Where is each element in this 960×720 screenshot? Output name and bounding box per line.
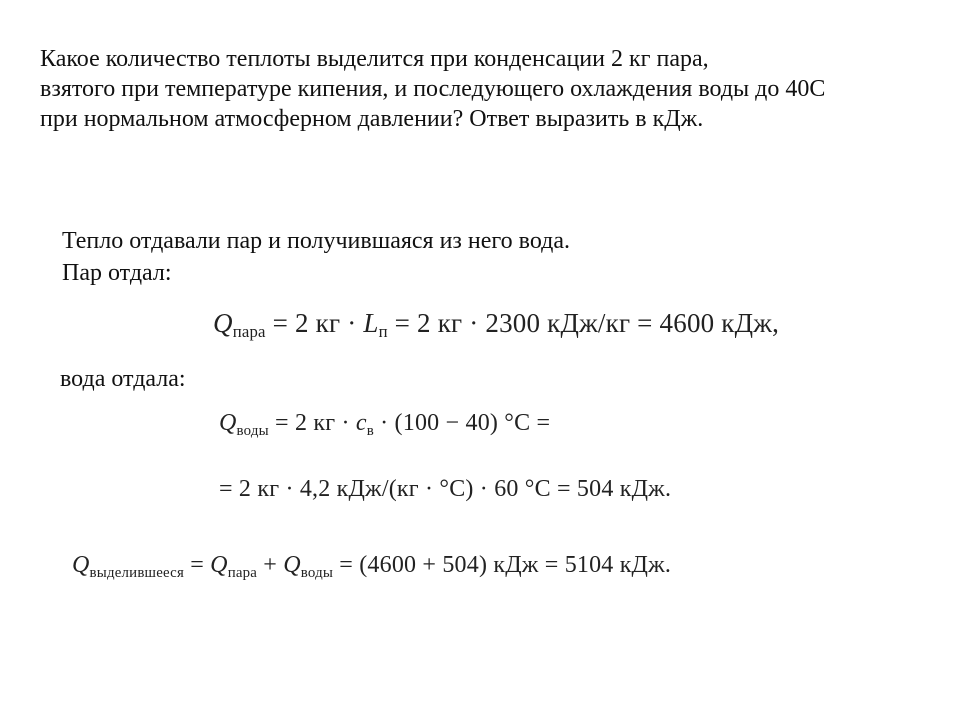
q-subscript: пара xyxy=(227,565,258,581)
water-label: вода отдала: xyxy=(60,366,186,392)
formula-part: = 2 кг · xyxy=(268,410,356,436)
l-symbol: L xyxy=(363,308,379,338)
water-heat-formula-line-1 xyxy=(219,410,550,437)
q-symbol: Q xyxy=(213,308,233,338)
c-subscript: в xyxy=(366,423,374,439)
problem-line-2: взятого при температуре кипения, и последующего охлаждения воды до 40С xyxy=(40,76,826,102)
q-symbol: Q xyxy=(72,552,90,578)
formula-part: = 2 кг · xyxy=(265,308,364,338)
formula-part: · (100 − 40) °С = xyxy=(373,410,551,436)
q-subscript: выделившееся xyxy=(89,565,185,581)
steam-label: Пар отдал: xyxy=(62,260,172,286)
solution-intro: Тепло отдавали пар и получившаяся из него вода. xyxy=(62,228,570,254)
problem-statement xyxy=(40,44,940,134)
q-symbol: Q xyxy=(283,552,301,578)
water-heat-formula-line-2 xyxy=(219,476,671,503)
q-subscript: воды xyxy=(236,423,269,439)
l-subscript: п xyxy=(378,322,388,341)
formula-part: + xyxy=(257,552,284,578)
q-symbol: Q xyxy=(210,552,228,578)
formula-part: = 2 кг · 2300 кДж/кг = 4600 кДж, xyxy=(387,308,780,338)
problem-line-3: при нормальном атмосферном давлении? Ответ выразить в кДж. xyxy=(40,106,704,132)
steam-heat-formula xyxy=(213,308,779,339)
q-symbol: Q xyxy=(219,410,237,436)
c-symbol: c xyxy=(355,410,367,436)
formula-part: = (4600 + 504) кДж = 5104 кДж. xyxy=(333,552,672,578)
formula-part: = 2 кг · 4,2 кДж/(кг · °С) · 60 °С = 504 кДж. xyxy=(219,476,672,502)
total-heat-formula xyxy=(72,552,671,579)
q-subscript: воды xyxy=(300,565,334,581)
q-subscript: пара xyxy=(232,322,266,341)
problem-line-1: Какое количество теплоты выделится при конденсации 2 кг пара, xyxy=(40,46,709,72)
formula-part: = xyxy=(184,552,211,578)
